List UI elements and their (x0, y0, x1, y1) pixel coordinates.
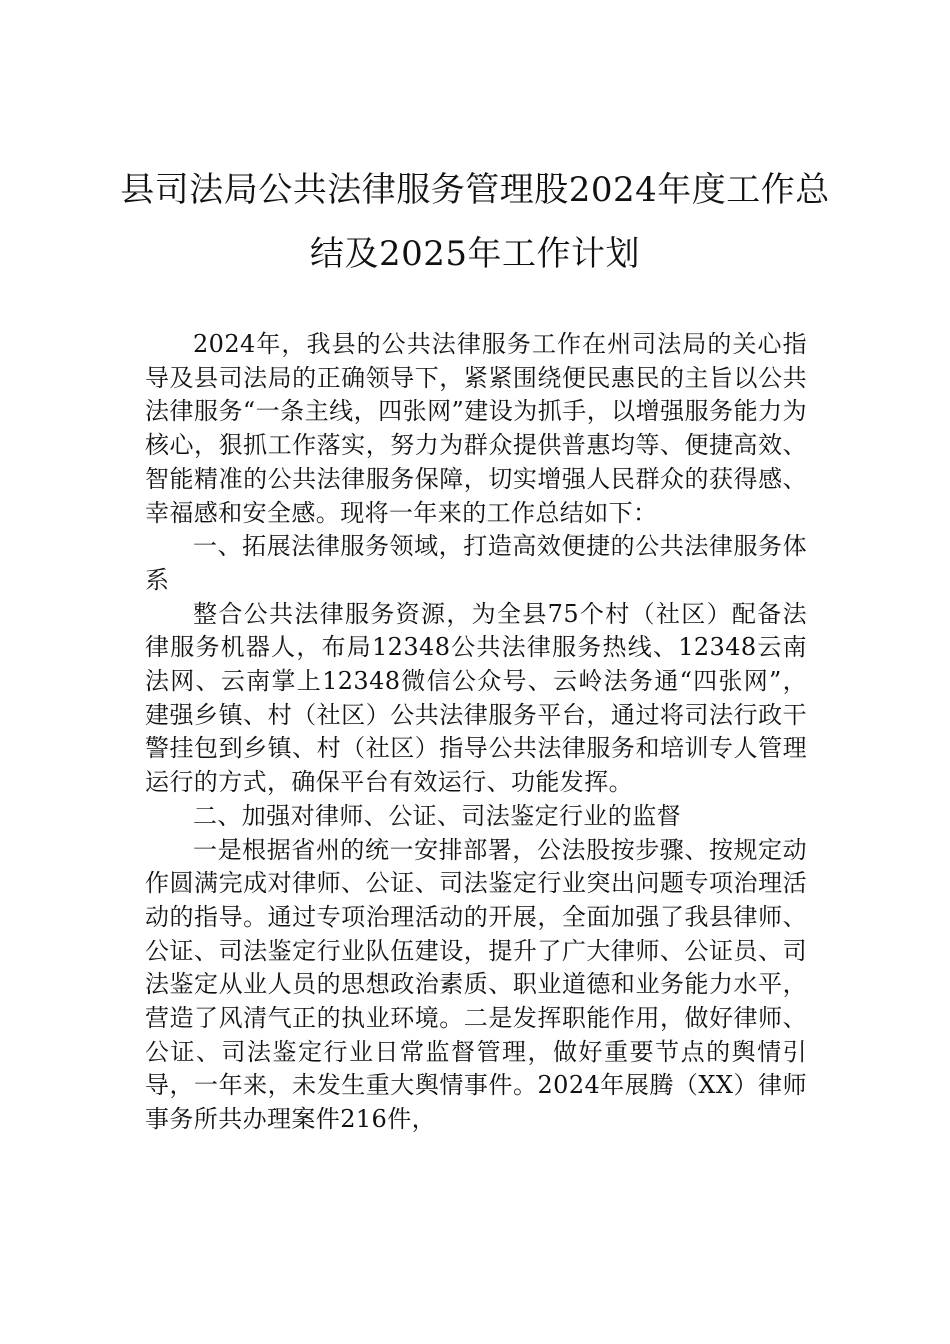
document-title: 县司法局公共法律服务管理股2024年度工作总结及2025年工作计划 (120, 170, 830, 274)
section-2-paragraph: 一是根据省州的统一安排部署，公法股按步骤、按规定动作圆满完成对律师、公证、司法鉴定行业突出问题专项治理活动的指导。通过专项治理活动的开展，全面加强了我县律师、公证、司法鉴定行业队伍建设，提升了广大律师、公证员、司法鉴定从业人员的思想政治素质、职业道德和业务能力水平，营造了风清气正的执业环境。二是发挥职能作用，做好律师、公证、司法鉴定行业日常监督管理，做好重要节点的舆情引导，一年来，未发生重大舆情事件。2024年展腾（XX）律师事务所共办理案件216件， (145, 835, 807, 1134)
section-heading-2: 二、加强对律师、公证、司法鉴定行业的监督 (193, 801, 681, 830)
section-1-paragraph: 整合公共法律服务资源，为全县75个村（社区）配备法律服务机器人，布局12348公共法律服务热线、12348云南法网、云南掌上12348微信公众号、云岭法务通“四张网”，建强乡镇、村（社区）公共法律服务平台，通过将司法行政干警挂包到乡镇、村（社区）指导公共法律服务和培训专人管理运行的方式，确保平台有效运行、功能发挥。 (145, 599, 807, 797)
section-heading-1: 一、拓展法律服务领域，打造高效便捷的公共法律服务体系 (145, 532, 807, 594)
intro-paragraph: 2024年，我县的公共法律服务工作在州司法局的关心指导及县司法局的正确领导下，紧紧围绕便民惠民的主旨以公共法律服务“一条主线，四张网”建设为抓手，以增强服务能力为核心，狠抓工作落实，努力为群众提供普惠均等、便捷高效、智能精准的公共法律服务保障，切实增强人民群众的获得感、幸福感和安全感。现将一年来的工作总结如下： (145, 330, 807, 527)
document-body (145, 328, 807, 1137)
